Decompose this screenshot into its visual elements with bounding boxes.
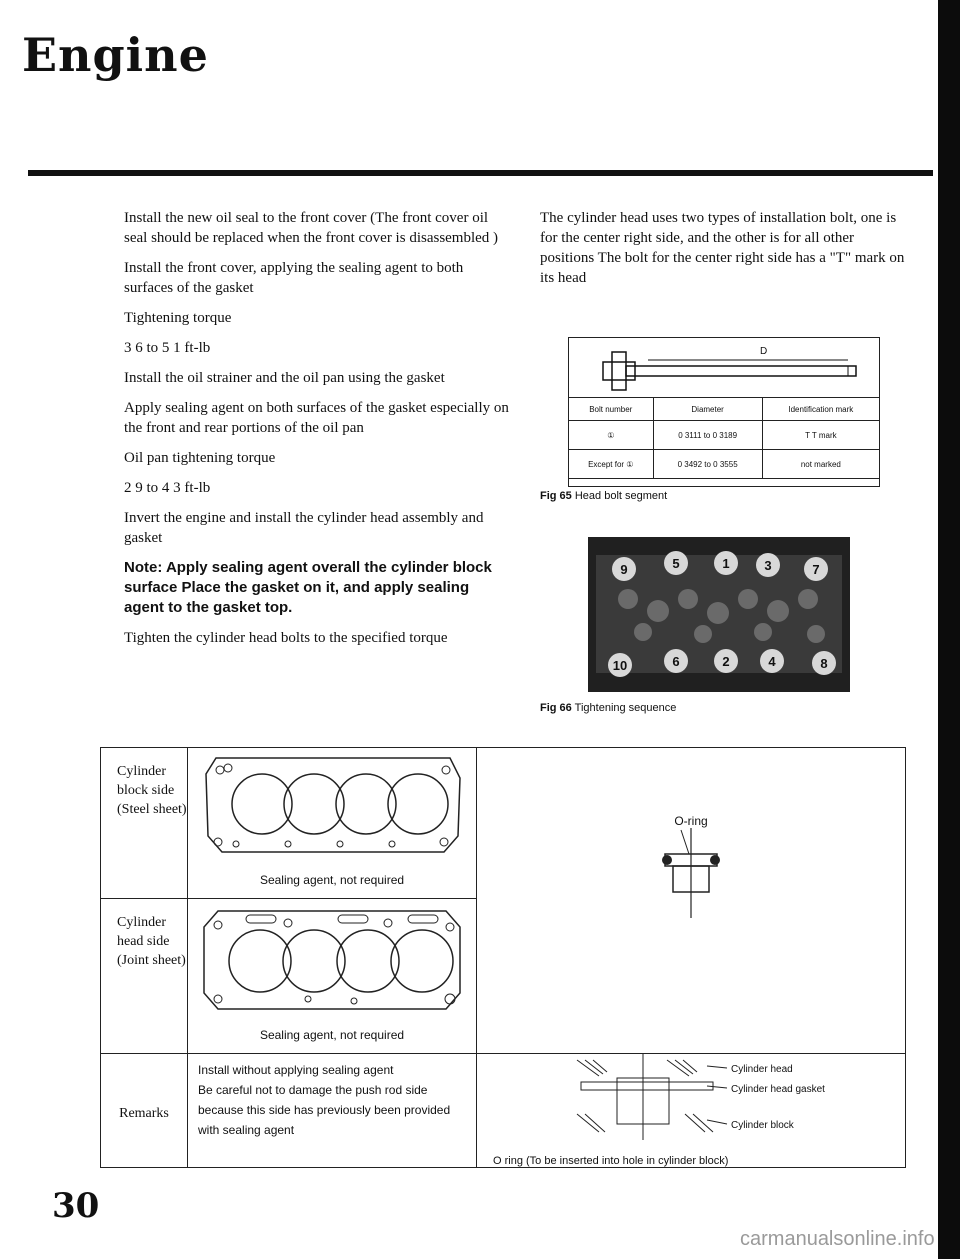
table-row	[569, 421, 880, 450]
paragraph: Tighten the cylinder head bolts to the specified torque	[124, 630, 448, 646]
sequence-number: 8	[820, 656, 828, 671]
tightening-sequence-image	[588, 537, 850, 692]
section-label: Cylinder head	[731, 1064, 793, 1075]
table-row	[101, 1054, 906, 1168]
table-header: Diameter	[653, 398, 762, 421]
table-row	[101, 748, 906, 899]
cell-caption: Sealing agent, not required	[259, 1028, 405, 1042]
table-cell: 0 3111 to 0 3189	[653, 421, 762, 450]
gasket-head-side-cell	[188, 899, 477, 1054]
remarks-line: Install without applying sealing agent	[198, 1063, 394, 1077]
figure-caption	[540, 702, 676, 714]
sequence-number: 10	[612, 658, 628, 673]
sequence-number: 7	[812, 562, 820, 577]
gasket-block-side-diagram	[188, 748, 476, 868]
remarks-line: with sealing agent	[198, 1123, 295, 1137]
section-title: Engine	[22, 28, 209, 82]
figure-caption-text: Tightening sequence	[574, 702, 677, 714]
row-label: Cylinder block side (Steel sheet)	[101, 748, 188, 899]
table-cell: ①	[569, 421, 654, 450]
sequence-number: 9	[620, 562, 628, 577]
row-label: Cylinder head side (Joint sheet)	[101, 899, 188, 1054]
table-header: Bolt number	[569, 398, 654, 421]
torque-value: 3 6 to 5 1 ft-lb	[124, 340, 211, 356]
row-label: Remarks	[101, 1054, 188, 1168]
cell-caption: Sealing agent, not required	[259, 873, 405, 887]
page-edge	[938, 0, 960, 1259]
sequence-number: 4	[768, 654, 776, 669]
paragraph: Tightening torque	[124, 310, 232, 326]
bolt-table	[568, 397, 880, 479]
table-cell: T T mark	[762, 421, 879, 450]
oring-diagram-cell	[477, 748, 906, 1054]
sequence-number: 2	[722, 654, 730, 669]
section-label: Cylinder head gasket	[731, 1084, 825, 1095]
header-rule	[28, 170, 933, 176]
paragraph: Install the front cover, applying the sealing agent to both surfaces of the gasket	[124, 260, 464, 296]
dimension-label: D	[760, 346, 768, 357]
bolt-drawing	[588, 340, 878, 395]
figure-number: Fig 65	[540, 490, 572, 502]
figure-caption	[540, 490, 667, 502]
left-column	[124, 208, 509, 658]
sequence-number: 3	[764, 558, 772, 573]
paragraph: The cylinder head uses two types of installation bolt, one is for the center right side, and the other is for all other positions The bolt for the center right side has a "T" mark on its head	[540, 210, 905, 286]
torque-value: 2 9 to 4 3 ft-lb	[124, 480, 211, 496]
paragraph: Invert the engine and install the cylinder head assembly and gasket	[124, 510, 484, 546]
remarks-line: Be careful not to damage the push rod side	[198, 1083, 428, 1097]
watermark: carmanualsonline.info	[740, 1228, 935, 1250]
paragraph: Install the new oil seal to the front cover (The front cover oil seal should be replaced when the front cover is disassembled )	[124, 210, 499, 246]
figure-number: Fig 66	[540, 702, 572, 714]
gasket-block-side-cell	[188, 748, 477, 899]
page-number: 30	[52, 1186, 100, 1226]
note: Note: Apply sealing agent overall the cylinder block surface Place the gasket on it, and apply sealing agent to the gasket top.	[124, 559, 492, 616]
oring-section-diagram	[477, 1054, 905, 1158]
section-diagram-cell	[477, 1054, 906, 1168]
oring-note: O ring (To be inserted into hole in cylinder block)	[493, 1155, 729, 1167]
table-header: Identification mark	[762, 398, 879, 421]
oring-diagram	[651, 828, 731, 918]
table-cell: Except for ①	[569, 450, 654, 479]
remarks-text	[188, 1054, 477, 1168]
paragraph: Install the oil strainer and the oil pan using the gasket	[124, 370, 445, 386]
oring-label: O-ring	[674, 814, 708, 828]
sequence-number: 5	[672, 556, 680, 571]
table-cell: not marked	[762, 450, 879, 479]
gasket-spec-table	[100, 747, 906, 1168]
table-header-row	[569, 398, 880, 421]
section-label: Cylinder block	[731, 1120, 794, 1131]
paragraph: Apply sealing agent on both surfaces of the gasket especially on the front and rear portions of the oil pan	[124, 400, 509, 436]
paragraph: Oil pan tightening torque	[124, 450, 276, 466]
cylinder-head-photo	[588, 537, 850, 692]
gasket-head-side-diagram	[188, 899, 476, 1023]
table-cell: 0 3492 to 0 3555	[653, 450, 762, 479]
figure-caption-text: Head bolt segment	[574, 490, 668, 502]
remarks-line: because this side has previously been provided	[198, 1103, 451, 1117]
right-column	[540, 208, 905, 288]
sequence-number: 6	[672, 654, 680, 669]
table-row	[569, 450, 880, 479]
sequence-number: 1	[722, 556, 730, 571]
